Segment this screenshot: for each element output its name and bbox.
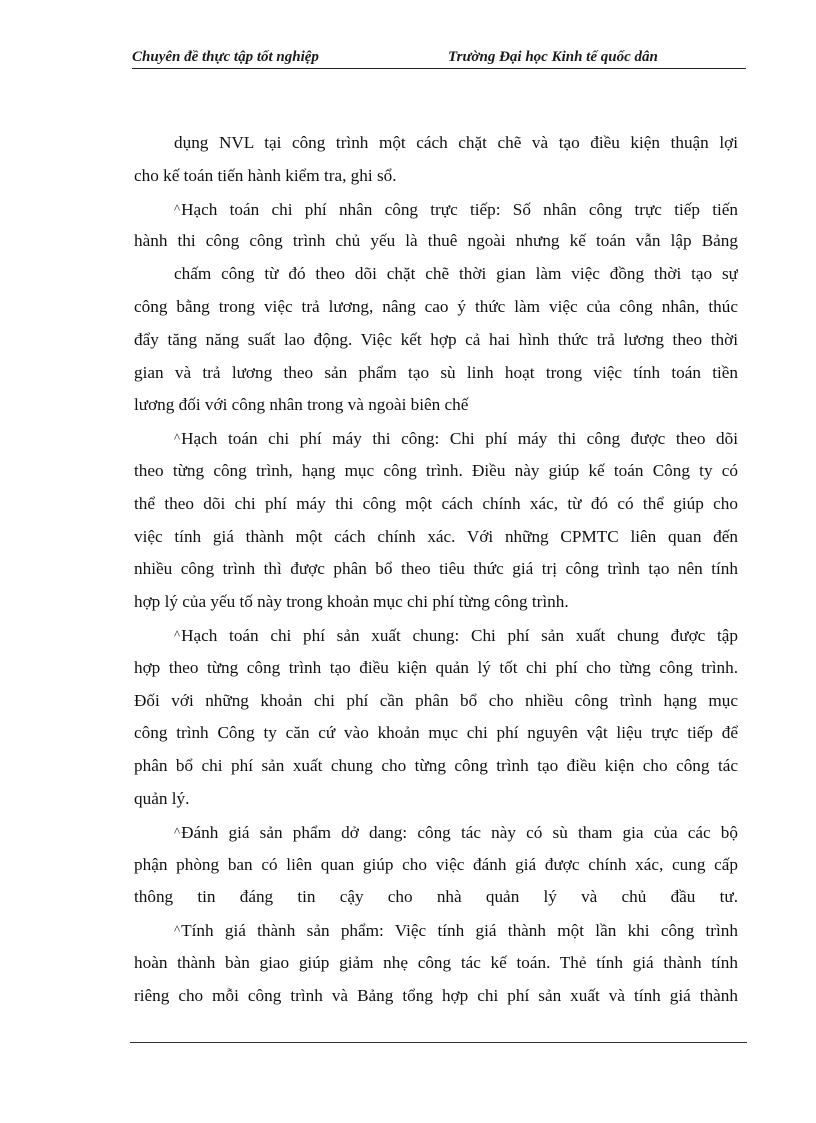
text-line <box>134 324 738 357</box>
bullet-caret-icon: ^ <box>174 430 181 446</box>
text-line <box>134 127 738 160</box>
text-line-content: thể theo dõi chi phí máy thi công một cách chính xác, từ đó có thể giúp cho <box>134 493 738 513</box>
bullet-caret-icon: ^ <box>174 200 181 216</box>
text-line <box>134 881 738 914</box>
text-line <box>134 849 738 882</box>
text-line-content: thông tin đáng tin cậy cho nhà quản lý và chủ đầu tư. <box>134 887 738 907</box>
text-line-content: hợp lý của yếu tố này trong khoản mục chi phí từng công trình. <box>134 592 569 612</box>
text-line <box>134 586 738 619</box>
bullet-caret-icon: ^ <box>174 626 181 642</box>
header-right-text: Trường Đại học Kinh tế quốc dân <box>448 49 658 65</box>
text-line <box>134 488 738 521</box>
text-line-content: hoàn thành bàn giao giúp giảm nhẹ công tác kế toán. Thẻ tính giá thành tính <box>134 952 738 972</box>
footer-rule <box>130 1042 747 1043</box>
text-line-content: Hạch toán chi phí sản xuất chung: Chi phí sản xuất chung được tập <box>181 625 738 645</box>
text-line-content: công bằng trong việc trả lương, nâng cao ý thức làm việc của công nhân, thúc <box>134 296 738 316</box>
text-line-content: lương đối với công nhân trong và ngoài biên chế <box>134 395 469 415</box>
text-line <box>134 947 738 980</box>
header-left-text: Chuyên đề thực tập tốt nghiệp <box>132 49 319 65</box>
text-line-content: đẩy tăng năng suất lao động. Việc kết hợp cả hai hình thức trả lương theo thời <box>134 329 738 349</box>
bullet-caret-icon: ^ <box>174 922 181 938</box>
text-line-content: theo từng công trình, hạng mục công trình. Điều này giúp kế toán Công ty có <box>134 460 738 480</box>
text-line-content: dụng NVL tại công trình một cách chặt chẽ và tạo điều kiện thuận lợi <box>174 133 738 152</box>
text-line-content: Hạch toán chi phí máy thi công: Chi phí máy thi công được theo dõi <box>181 429 738 449</box>
text-line <box>134 914 738 947</box>
text-line <box>134 783 738 816</box>
text-line-content: Đánh giá sản phẩm dở dang: công tác này có sù tham gia của các bộ <box>181 822 738 842</box>
text-line <box>134 291 738 324</box>
text-line-content: phận phòng ban có liên quan giúp cho việc đánh giá được chính xác, cung cấp <box>134 854 738 874</box>
text-line-content: hợp theo từng công trình tạo điều kiện quản lý tốt chi phí cho từng công trình. <box>134 657 738 677</box>
text-line-content: việc tính giá thành một cách chính xác. Với những CPMTC liên quan đến <box>134 526 738 546</box>
text-line <box>134 193 738 226</box>
text-line <box>134 717 738 750</box>
text-line-content: nhiều công trình thì được phân bổ theo tiêu thức giá trị công trình tạo nên tính <box>134 559 738 579</box>
text-line <box>134 225 738 258</box>
text-line <box>134 357 738 390</box>
text-line-content: cho kế toán tiến hành kiểm tra, ghi sổ. <box>134 165 397 185</box>
text-line <box>134 980 738 1013</box>
page-header <box>132 46 746 69</box>
text-line <box>134 553 738 586</box>
text-line <box>134 816 738 849</box>
text-line <box>134 455 738 488</box>
text-line-content: riêng cho mỗi công trình và Bảng tổng hợp chi phí sản xuất và tính giá thành <box>134 985 738 1005</box>
text-line-content: Hạch toán chi phí nhân công trực tiếp: Số nhân công trực tiếp tiến <box>181 199 738 219</box>
text-line <box>134 619 738 652</box>
text-line-content: Tính giá thành sản phẩm: Việc tính giá thành một lần khi công trình <box>181 921 738 941</box>
text-line <box>134 258 738 291</box>
text-line <box>134 685 738 718</box>
document-body <box>134 127 738 1013</box>
text-line-content: quản lý. <box>134 788 190 808</box>
text-line <box>134 160 738 193</box>
text-line-content: gian và trả lương theo sản phẩm tạo sù linh hoạt trong việc tính toán tiền <box>134 362 738 382</box>
text-line <box>134 521 738 554</box>
text-line-content: chấm công từ đó theo dõi chặt chẽ thời gian làm việc đồng thời tạo sự <box>174 264 738 284</box>
text-line-content: công trình Công ty căn cứ vào khoản mục chi phí nguyên vật liệu trực tiếp để <box>134 723 738 743</box>
text-line-content: phân bổ chi phí sản xuất chung cho từng công trình tạo điều kiện cho công tác <box>134 756 738 776</box>
text-line-content: hành thi công công trình chủ yếu là thuê ngoài nhưng kế toán vẫn lập Bảng <box>134 231 738 251</box>
text-line <box>134 652 738 685</box>
text-line <box>134 422 738 455</box>
text-line-content: Đối với những khoản chi phí cần phân bổ cho nhiều công trình hạng mục <box>134 690 738 710</box>
text-line <box>134 750 738 783</box>
text-line <box>134 389 738 422</box>
bullet-caret-icon: ^ <box>174 823 181 839</box>
